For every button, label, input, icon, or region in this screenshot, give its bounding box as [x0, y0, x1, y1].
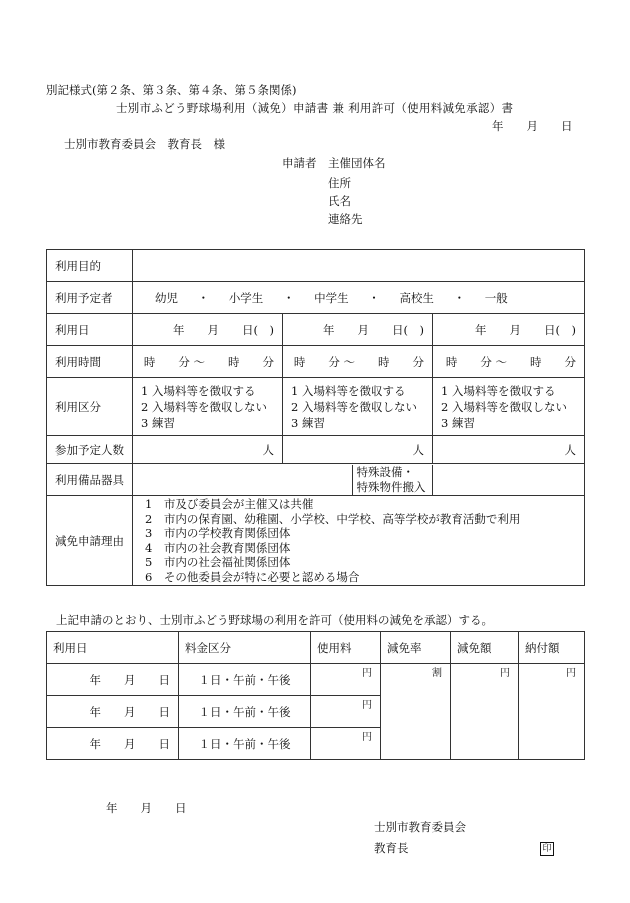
participants-label: 参加予定人数 [47, 436, 133, 464]
reduction-label: 減免申請理由 [47, 496, 133, 586]
applicant-address-label: 住所 [328, 176, 351, 190]
header-payment: 納付額 [519, 632, 585, 664]
category-label: 利用区分 [47, 378, 133, 436]
category-options-1 [133, 378, 283, 436]
equipment-field[interactable] [133, 465, 352, 495]
fee-table-header [47, 632, 585, 664]
category-option-charge[interactable]: 1 入場料等を徴収する [141, 383, 256, 398]
seal-icon: 印 [540, 842, 554, 856]
category-option-no-charge[interactable]: 2 入場料等を徴収しない [291, 399, 417, 414]
category-option-charge[interactable]: 1 入場料等を徴収する [441, 383, 556, 398]
participants-field-1[interactable]: 人 [133, 436, 283, 464]
category-option-practice[interactable]: 3 練習 [441, 415, 475, 430]
applicant-label: 申請者 [282, 156, 317, 170]
separator-dot: ・ [197, 290, 210, 305]
fee-row-date[interactable]: 年 月 日 [47, 728, 179, 760]
option-elementary[interactable]: 小学生 [228, 290, 264, 305]
permit-statement: 上記申請のとおり、士別市ふどう野球場の利用を許可（使用料の減免を承認）する。 [56, 613, 493, 627]
reduction-reason[interactable]: 5 市内の社会福祉関係団体 [145, 555, 291, 569]
time-field-3[interactable]: 時 分 〜 時 分 [433, 346, 585, 378]
page-title: 士別市ふどう野球場利用（減免）申請書 兼 利用許可（使用料減免承認）書 [116, 101, 514, 115]
special-equipment-field[interactable] [432, 465, 584, 495]
fee-row-class[interactable]: １日・午前・午後 [179, 664, 311, 696]
fee-amount[interactable]: 円 [311, 728, 381, 760]
seal-mark [540, 840, 554, 856]
reduction-rate[interactable]: 割 [381, 664, 451, 760]
header-fee: 使用料 [311, 632, 381, 664]
category-option-practice[interactable]: 3 練習 [141, 415, 175, 430]
date-field-3[interactable]: 年 月 日( ) [433, 314, 585, 346]
date-row [47, 314, 585, 346]
issuer: 士別市教育委員会 [374, 820, 466, 834]
participants-field-2[interactable]: 人 [283, 436, 433, 464]
applicant-name-label: 氏名 [328, 194, 351, 208]
time-field-1[interactable]: 時 分 〜 時 分 [133, 346, 283, 378]
category-option-charge[interactable]: 1 入場料等を徴収する [291, 383, 406, 398]
category-option-no-charge[interactable]: 2 入場料等を徴収しない [441, 399, 567, 414]
reduction-reason[interactable]: 6 その他委員会が特に必要と認める場合 [145, 569, 360, 584]
fee-row-date[interactable]: 年 月 日 [47, 696, 179, 728]
participants-row [47, 436, 585, 464]
separator-dot: ・ [282, 290, 295, 305]
purpose-label: 利用目的 [47, 250, 133, 282]
option-junior-high[interactable]: 中学生 [314, 290, 349, 305]
separator-dot: ・ [453, 290, 466, 305]
purpose-field[interactable] [133, 250, 585, 282]
date-field-1[interactable]: 年 月 日( ) [133, 314, 283, 346]
reduction-reason[interactable]: 3 市内の学校教育関係団体 [145, 526, 291, 540]
option-general[interactable]: 一般 [484, 290, 508, 305]
application-table [46, 249, 585, 586]
issuer-title: 教育長 [374, 841, 409, 855]
fee-row-date[interactable]: 年 月 日 [47, 664, 179, 696]
equipment-cell [133, 464, 585, 496]
application-date: 年 月 日 [492, 119, 573, 133]
header-reduction-rate: 減免率 [381, 632, 451, 664]
applicant-org-name-label: 主催団体名 [328, 156, 386, 170]
fee-row-1 [47, 664, 585, 696]
fee-amount[interactable]: 円 [311, 696, 381, 728]
planned-users-row [47, 282, 585, 314]
planned-users-label: 利用予定者 [47, 282, 133, 314]
equipment-label: 利用備品器具 [47, 464, 133, 496]
addressee: 士別市教育委員会 教育長 様 [64, 137, 225, 151]
option-infant[interactable]: 幼児 [155, 290, 178, 305]
reduction-row [47, 496, 585, 586]
purpose-row [47, 250, 585, 282]
applicant-contact-label: 連絡先 [328, 212, 363, 226]
participants-field-3[interactable]: 人 [433, 436, 585, 464]
payment-amount[interactable]: 円 [519, 664, 585, 760]
equipment-inner [133, 465, 584, 495]
fee-table [46, 631, 585, 760]
time-field-2[interactable]: 時 分 〜 時 分 [283, 346, 433, 378]
reduction-reason[interactable]: 4 市内の社会教育関係団体 [145, 540, 291, 555]
fee-row-class[interactable]: １日・午前・午後 [179, 728, 311, 760]
date-field-2[interactable]: 年 月 日( ) [283, 314, 433, 346]
category-options-2 [283, 378, 433, 436]
reduction-reason[interactable]: 2 市内の保育園、幼稚園、小学校、中学校、高等学校が教育活動で利用 [145, 511, 521, 526]
planned-users-options [133, 282, 585, 314]
fee-row-class[interactable]: １日・午前・午後 [179, 696, 311, 728]
category-option-practice[interactable]: 3 練習 [291, 415, 325, 430]
header-reduction-amount: 減免額 [451, 632, 519, 664]
separator-dot: ・ [368, 290, 380, 305]
category-options-3 [433, 378, 585, 436]
header-date: 利用日 [47, 632, 179, 664]
time-label: 利用時間 [47, 346, 133, 378]
time-row [47, 346, 585, 378]
category-option-no-charge[interactable]: 2 入場料等を徴収しない [141, 399, 267, 414]
date-label: 利用日 [47, 314, 133, 346]
reduction-reason[interactable]: 1 市及び委員会が主催又は共催 [145, 497, 314, 511]
option-high-school[interactable]: 高校生 [399, 290, 434, 305]
form-note: 別記様式(第２条、第３条、第４条、第５条関係) [46, 83, 297, 97]
reduction-reasons [133, 496, 585, 586]
special-equipment-label: 特殊設備・ 特殊物件搬入 [352, 465, 432, 495]
category-row [47, 378, 585, 436]
fee-amount[interactable]: 円 [311, 664, 381, 696]
header-fee-class: 料金区分 [179, 632, 311, 664]
equipment-row [47, 464, 585, 496]
reduction-amount[interactable]: 円 [451, 664, 519, 760]
permit-date: 年 月 日 [106, 801, 187, 815]
